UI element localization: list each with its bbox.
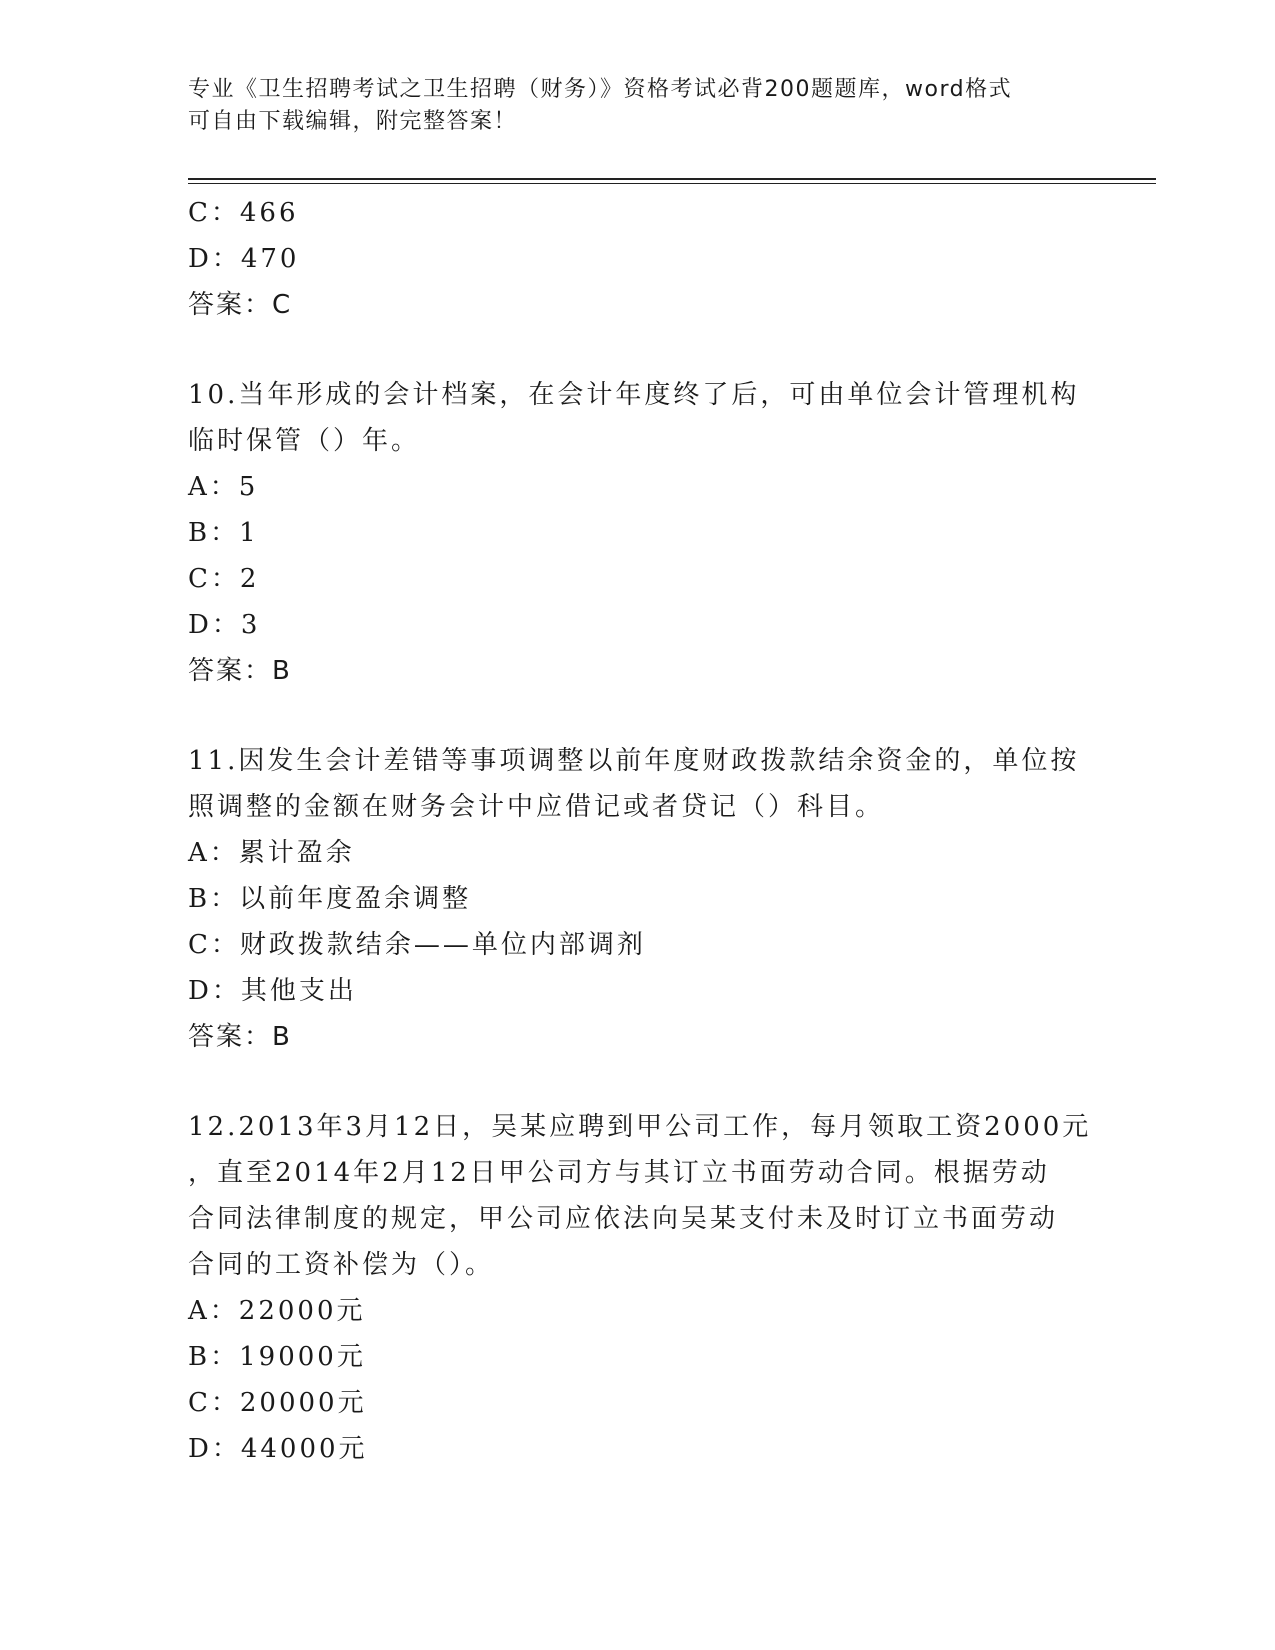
question-text-line: 照调整的金额在财务会计中应借记或者贷记（）科目。 [188,792,885,822]
question-11 [188,738,1158,1060]
document-page [188,0,1158,1650]
header-line-1: 专业《卫生招聘考试之卫生招聘（财务）》资格考试必背200题题库，word格式 [188,77,1013,102]
question-12 [188,1104,1158,1472]
document-body [188,190,1158,1472]
option-b: B：1 [188,518,259,548]
option-c: C：466 [188,198,299,228]
answer-line: 答案：C [188,290,293,320]
question-text-line: 合同法律制度的规定，甲公司应依法向吴某支付未及时订立书面劳动 [188,1204,1059,1234]
question-9-continued [188,190,1158,328]
option-c: C：2 [188,564,260,594]
option-b: B：19000元 [188,1342,366,1372]
question-text-line: 12.2013年3月12日，吴某应聘到甲公司工作，每月领取工资2000元 [188,1112,1092,1142]
option-d: D：3 [188,610,261,640]
question-text-line: 11.因发生会计差错等事项调整以前年度财政拨款结余资金的，单位按 [188,746,1080,776]
option-d: D：470 [188,244,300,274]
option-a: A：5 [188,472,259,502]
question-text-line: 合同的工资补偿为（）。 [188,1250,495,1280]
question-text-line: ，直至2014年2月12日甲公司方与其订立书面劳动合同。根据劳动 [188,1158,1050,1188]
option-d: D：44000元 [188,1434,368,1464]
option-c: C：财政拨款结余——单位内部调剂 [188,930,646,960]
header-divider-thick [188,178,1156,180]
question-text-line: 10.当年形成的会计档案，在会计年度终了后，可由单位会计管理机构 [188,380,1080,410]
option-a: A：累计盈余 [188,838,355,868]
answer-line: 答案：B [188,1022,292,1052]
document-header [188,74,1088,138]
question-text-line: 临时保管（）年。 [188,426,421,456]
option-d: D：其他支出 [188,976,357,1006]
option-a: A：22000元 [188,1296,366,1326]
question-10 [188,372,1158,694]
header-line-2: 可自由下载编辑，附完整答案！ [188,109,518,134]
answer-line: 答案：B [188,656,292,686]
option-c: C：20000元 [188,1388,367,1418]
header-divider-thin [188,183,1156,184]
option-b: B：以前年度盈余调整 [188,884,472,914]
